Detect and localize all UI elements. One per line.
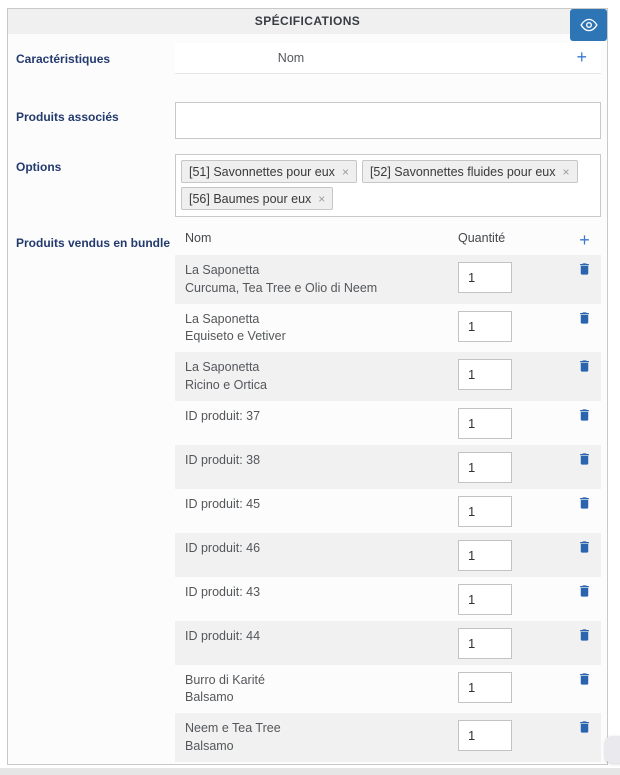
trash-icon [577, 407, 592, 423]
bundle-table-row [175, 255, 601, 304]
option-tag [181, 160, 357, 183]
associated-products-input[interactable] [175, 102, 601, 139]
trash-icon [577, 583, 592, 599]
quantity-input[interactable] [458, 408, 512, 439]
trash-icon [577, 451, 592, 467]
page-bottom-strip [0, 768, 620, 775]
remove-tag-icon[interactable]: × [341, 164, 349, 179]
add-bundle-product-icon[interactable]: + [579, 230, 590, 250]
bundle-table-row [175, 621, 601, 665]
preview-button[interactable] [570, 9, 607, 41]
bundle-column-quantite: Quantité [458, 231, 506, 245]
bundle-table-row [175, 304, 601, 353]
delete-row-button[interactable] [577, 451, 592, 470]
trash-icon [577, 627, 592, 643]
bundle-product-name: ID produit: 37 [185, 408, 261, 423]
delete-row-button[interactable] [577, 627, 592, 646]
panel-header [8, 9, 607, 34]
delete-row-button[interactable] [577, 583, 592, 602]
characteristics-column-nom: Nom [277, 51, 305, 65]
characteristics-row [8, 43, 607, 74]
quantity-input[interactable] [458, 720, 512, 751]
quantity-input[interactable] [458, 311, 512, 342]
bundle-label: Produits vendus en bundle [16, 236, 171, 250]
bundle-product-name: Neem e Tea Tree Balsamo [185, 721, 281, 753]
trash-icon [577, 310, 592, 326]
bundle-row-section [8, 231, 607, 762]
trash-icon [577, 719, 592, 735]
quantity-input[interactable] [458, 540, 512, 571]
bundle-product-name: La Saponetta Equiseto e Vetiver [185, 311, 286, 344]
delete-row-button[interactable] [577, 358, 592, 377]
delete-row-button[interactable] [577, 719, 592, 738]
options-label: Options [16, 160, 62, 174]
remove-tag-icon[interactable]: × [318, 191, 326, 206]
trash-icon [577, 261, 592, 277]
options-tag-box[interactable] [175, 154, 601, 217]
option-tag-label: [52] Savonnettes fluides pour eux [369, 164, 556, 179]
options-row [8, 154, 607, 217]
quantity-input[interactable] [458, 452, 512, 483]
bundle-table-row [175, 533, 601, 577]
delete-row-button[interactable] [577, 261, 592, 280]
delete-row-button[interactable] [577, 407, 592, 426]
quantity-input[interactable] [458, 584, 512, 615]
bundle-rows [175, 255, 601, 762]
add-characteristic-icon[interactable]: + [576, 47, 587, 67]
option-tag [362, 160, 578, 183]
associated-products-label: Produits associés [16, 110, 119, 124]
bundle-table-header [175, 231, 601, 255]
characteristics-table-header [175, 43, 601, 74]
corner-widget[interactable] [605, 736, 620, 763]
bundle-table-row [175, 713, 601, 762]
delete-row-button[interactable] [577, 310, 592, 329]
quantity-input[interactable] [458, 262, 512, 293]
specifications-panel [7, 8, 608, 765]
panel-title: SPÉCIFICATIONS [254, 14, 361, 28]
bundle-product-name: ID produit: 43 [185, 584, 261, 599]
bundle-table-row [175, 352, 601, 401]
bundle-product-name: Burro di Karité Balsamo [185, 672, 265, 705]
trash-icon [577, 539, 592, 555]
bundle-product-name: ID produit: 44 [185, 628, 261, 643]
trash-icon [577, 495, 592, 511]
quantity-input[interactable] [458, 628, 512, 659]
bundle-product-name: ID produit: 38 [185, 452, 261, 467]
delete-row-button[interactable] [577, 671, 592, 690]
associated-products-row [8, 102, 607, 139]
characteristics-label: Caractéristiques [16, 52, 111, 66]
option-tag [181, 187, 333, 210]
bundle-table-row [175, 445, 601, 489]
bundle-product-name: La Saponetta Curcuma, Tea Tree e Olio di Neem [185, 263, 378, 295]
delete-row-button[interactable] [577, 539, 592, 558]
trash-icon [577, 671, 592, 687]
bundle-product-name: ID produit: 46 [185, 540, 261, 555]
bundle-product-name: La Saponetta Ricino e Ortica [185, 360, 267, 392]
quantity-input[interactable] [458, 496, 512, 527]
option-tag-label: [51] Savonnettes pour eux [189, 164, 335, 179]
bundle-column-nom: Nom [185, 231, 212, 245]
delete-row-button[interactable] [577, 495, 592, 514]
trash-icon [577, 358, 592, 374]
eye-icon [580, 18, 598, 32]
bundle-table-row [175, 489, 601, 533]
bundle-table-row [175, 577, 601, 621]
quantity-input[interactable] [458, 672, 512, 703]
remove-tag-icon[interactable]: × [562, 164, 570, 179]
bundle-table-row [175, 665, 601, 714]
bundle-product-name: ID produit: 45 [185, 496, 261, 511]
quantity-input[interactable] [458, 359, 512, 390]
bundle-table-row [175, 401, 601, 445]
option-tag-label: [56] Baumes pour eux [189, 191, 312, 206]
